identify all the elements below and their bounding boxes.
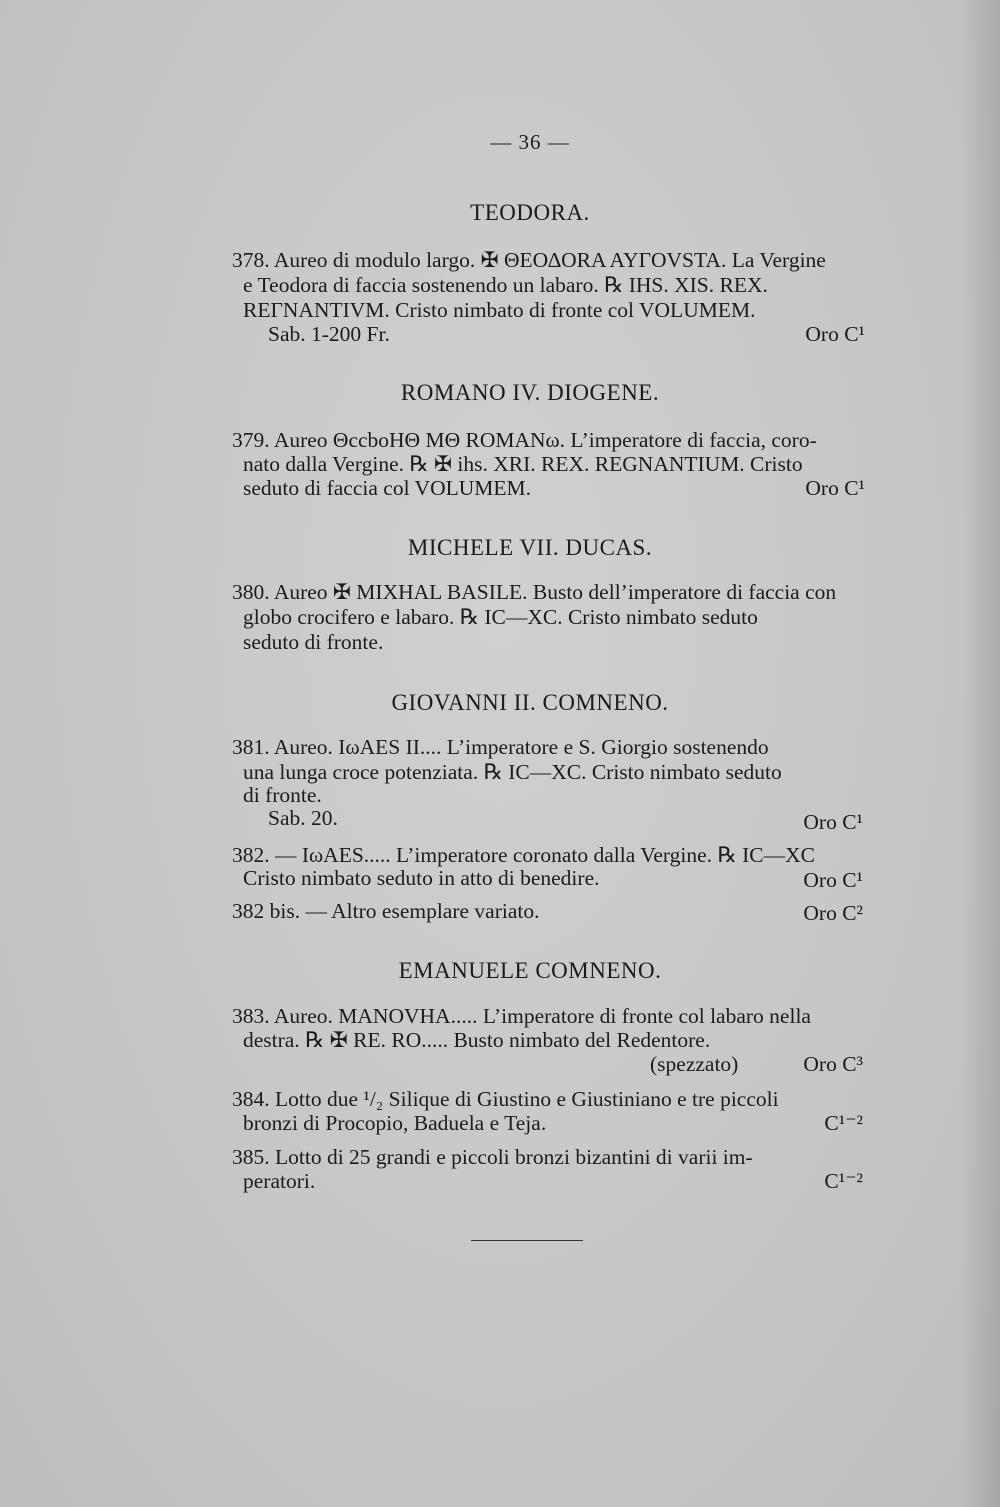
entry-385-line-2: peratori.: [243, 1169, 316, 1193]
entry-381-line-3: di fronte.: [243, 783, 322, 807]
entry-381-line-2: una lunga croce potenziata. ℞ IC—XC. Cristo nimbato seduto: [243, 760, 782, 784]
entry-383-line-3: (spezzato): [650, 1052, 739, 1076]
entry-382bis-line-1: 382 bis. — Altro esemplare variato.: [232, 899, 540, 923]
entry-379-grade: Oro C¹: [805, 476, 865, 500]
entry-381-line-1: 381. Aureo. IωAES II.... L’imperatore e S. Giorgio sostenendo: [232, 735, 769, 759]
entry-384-line-1: 384. Lotto due ¹/₂ Silique di Giustino e Giustiniano e tre piccoli: [232, 1087, 779, 1111]
entry-381-line-4: Sab. 20.: [268, 806, 338, 830]
entry-378-grade: Oro C¹: [805, 322, 865, 346]
entry-382-line-2: Cristo nimbato seduto in atto di benedire.: [243, 866, 600, 890]
entry-383-grade: Oro C³: [803, 1052, 863, 1076]
entry-379-line-3: seduto di faccia col VOLUMEM.: [243, 476, 531, 500]
entry-380-line-3: seduto di fronte.: [243, 630, 384, 654]
section-heading-emanuele: EMANUELE COMNENO.: [398, 958, 662, 983]
entry-378-line-2: e Teodora di faccia sostenendo un labaro. ℞ IHS. XIS. REX.: [243, 273, 768, 297]
page-number: — 36 —: [490, 130, 570, 154]
entry-383-line-2: destra. ℞ ✠ RE. RO..... Busto nimbato del Redentore.: [243, 1028, 711, 1052]
entry-385-grade: C¹⁻²: [824, 1169, 863, 1193]
entry-381-grade: Oro C¹: [803, 810, 863, 834]
entry-382bis-grade: Oro C²: [803, 901, 863, 925]
section-heading-romano: ROMANO IV. DIOGENE.: [400, 380, 660, 405]
entry-379-line-2: nato dalla Vergine. ℞ ✠ ihs. XRI. REX. REGNANTIUM. Cristo: [243, 452, 803, 476]
entry-384-grade: C¹⁻²: [824, 1111, 863, 1135]
entry-382-grade: Oro C¹: [803, 868, 863, 892]
entry-384-line-2: bronzi di Procopio, Baduela e Teja.: [243, 1111, 547, 1135]
entry-383-line-1: 383. Aureo. MANOVHA..... L’imperatore di fronte col labaro nella: [232, 1004, 811, 1028]
entry-378-line-1: 378. Aureo di modulo largo. ✠ ΘΕΟΔΟRA AYΓΟVSTA. La Vergine: [232, 248, 826, 272]
section-heading-teodora: TEODORA.: [470, 200, 590, 225]
entry-385-line-1: 385. Lotto di 25 grandi e piccoli bronzi bizantini di varii im-: [232, 1145, 753, 1169]
section-heading-michele: MICHELE VII. DUCAS.: [407, 535, 653, 560]
entry-379-line-1: 379. Aureo ΘccbοHΘ MΘ ROMANω. L’imperatore di faccia, coro-: [232, 428, 817, 452]
entry-380-line-2: globo crocifero e labaro. ℞ IC—XC. Cristo nimbato seduto: [243, 605, 758, 629]
closing-rule: [471, 1240, 583, 1241]
entry-378-line-4: Sab. 1-200 Fr.: [268, 322, 390, 346]
entry-380-line-1: 380. Aureo ✠ MIXHAL BASILE. Busto dell’imperatore di faccia con: [232, 580, 837, 604]
entry-382-line-1: 382. — IωAES..... L’imperatore coronato dalla Vergine. ℞ IC—XC: [232, 843, 815, 867]
entry-378-line-3: REΓNANTIVM. Cristo nimbato di fronte col VOLUMEM.: [243, 298, 756, 322]
section-heading-giovanni: GIOVANNI II. COMNENO.: [391, 690, 669, 715]
